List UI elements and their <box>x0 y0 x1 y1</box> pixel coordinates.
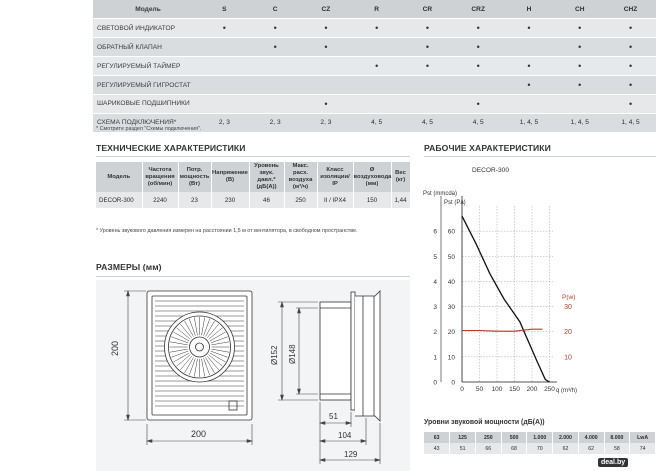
axis-label-mmcda: Pst (mmcda) <box>423 191 458 197</box>
y-tick-pa: 50 <box>447 253 455 261</box>
sound-header-cell: LwA <box>630 432 656 443</box>
feature-cell: 1, 4, 5 <box>554 113 605 132</box>
tech-cell-duct: 150 <box>353 192 391 208</box>
feature-cell: • <box>504 76 555 95</box>
y-tick-pa: 60 <box>447 228 455 236</box>
feature-cell: • <box>554 57 605 76</box>
tech-head-model: Модель <box>96 162 142 192</box>
performance-chart <box>423 191 577 394</box>
feature-cell: • <box>301 19 352 38</box>
diam-outer-label: Ø152 <box>270 345 279 365</box>
sound-value-cell: 66 <box>475 443 501 454</box>
sound-header-cell: 63 <box>424 432 450 443</box>
model-col-crz: CRZ <box>453 0 504 19</box>
y-tick-pa: 20 <box>447 329 455 337</box>
sound-power-values-row <box>424 443 656 454</box>
y-tick-pa: 30 <box>447 304 455 312</box>
model-col-cr: CR <box>402 0 453 19</box>
feature-name: СХЕМА ПОДКЛЮЧЕНИЯ* <box>93 113 199 132</box>
y-tick-mmcda: 3 <box>433 304 437 312</box>
y2-tick-power: 30 <box>564 304 572 312</box>
y2-tick-power: 10 <box>564 354 572 362</box>
feature-name: СВЕТОВОЙ ИНДИКАТОР <box>93 19 199 38</box>
site-watermark: deal.by <box>598 458 628 467</box>
y-tick-mmcda: 5 <box>433 253 437 261</box>
technical-footnote: * Уровень звукового давления измерен на расстоянии 1,5 м от вентилятора, в свободном пространстве. <box>96 228 358 234</box>
front-height-label: 200 <box>110 340 120 356</box>
y-tick-mmcda: 2 <box>433 329 437 337</box>
feature-cell: • <box>402 19 453 38</box>
feature-cell: • <box>554 76 605 95</box>
model-col-chz: CHZ <box>605 0 656 19</box>
model-col-c: C <box>250 0 301 19</box>
feature-cell: 4, 5 <box>453 113 504 132</box>
feature-cell: • <box>605 57 656 76</box>
feature-cell: • <box>554 38 605 57</box>
model-col-h: H <box>504 0 555 19</box>
performance-title: РАБОЧИЕ ХАРАКТЕРИСТИКИ <box>424 143 551 153</box>
tech-cell-power: 23 <box>178 192 211 208</box>
sound-value-cell: 58 <box>604 443 630 454</box>
sound-header-cell: 2.000 <box>553 432 579 443</box>
depth-129-label: 129 <box>344 450 358 459</box>
y-tick-pa: 0 <box>451 379 455 387</box>
axis-label-power: P(w) <box>562 294 576 301</box>
tech-head-noise: Уровень звук. давл.* (дБ(А)) <box>249 162 284 192</box>
sound-value-cell: 51 <box>450 443 476 454</box>
y2-tick-power: 20 <box>564 329 572 337</box>
feature-cell: • <box>301 38 352 57</box>
tech-head-airflow: Макс. расх. воздуха (м³/ч) <box>284 162 317 192</box>
tech-head-speed: Частота вращения (об/мин) <box>142 162 178 192</box>
x-tick: 50 <box>475 386 484 393</box>
feature-cell: • <box>605 38 656 57</box>
feature-cell: 2, 3 <box>199 113 250 132</box>
chart-model-title: DECOR-300 <box>472 167 510 174</box>
feature-cell: • <box>402 38 453 57</box>
y-tick-mmcda: 4 <box>433 278 437 286</box>
feature-cell: • <box>605 94 656 113</box>
feature-cell: • <box>199 19 250 38</box>
y-tick-pa: 10 <box>447 354 455 362</box>
tech-cell-weight: 1,44 <box>391 192 410 208</box>
feature-cell: • <box>351 19 402 38</box>
tech-head-voltage: Напряжение (В) <box>211 162 249 192</box>
feature-cell: • <box>402 57 453 76</box>
feature-name: ШАРИКОВЫЕ ПОДШИПНИКИ <box>93 94 199 113</box>
tech-head-duct: Ø воздуховода (мм) <box>353 162 391 192</box>
feature-cell: • <box>605 19 656 38</box>
y-tick-mmcda: 6 <box>433 228 437 236</box>
sound-power-table <box>424 432 656 454</box>
x-tick: 150 <box>509 386 520 393</box>
feature-cell: • <box>250 38 301 57</box>
feature-cell: • <box>554 19 605 38</box>
model-col-ch: CH <box>554 0 605 19</box>
axis-label-q: q (m³/h) <box>556 388 577 394</box>
sound-value-cell: 74 <box>630 443 656 454</box>
sound-header-cell: 125 <box>450 432 476 443</box>
sound-value-cell: 62 <box>553 443 579 454</box>
features-footnote: * Смотрите раздел "Схемы подключения". <box>96 126 202 132</box>
model-col-s: S <box>199 0 250 19</box>
tech-cell-airflow: 250 <box>284 192 317 208</box>
feature-cell: • <box>453 57 504 76</box>
sound-value-cell: 70 <box>527 443 553 454</box>
tech-cell-voltage: 230 <box>211 192 249 208</box>
feature-cell: 1, 4, 5 <box>504 113 555 132</box>
feature-cell: 2, 3 <box>250 113 301 132</box>
sound-value-cell: 68 <box>501 443 527 454</box>
feature-cell: • <box>301 94 352 113</box>
sound-power-header-row <box>424 432 656 443</box>
feature-cell: • <box>250 19 301 38</box>
y-tick-pa: 40 <box>447 278 455 286</box>
sound-header-cell: 500 <box>501 432 527 443</box>
feature-cell: • <box>504 19 555 38</box>
sound-header-cell: 250 <box>475 432 501 443</box>
plot-area <box>462 206 553 382</box>
y-tick-mmcda: 0 <box>433 379 437 387</box>
feature-name: РЕГУЛИРУЕМЫЙ ТАЙМЕР <box>93 57 199 76</box>
sound-header-cell: 1.000 <box>527 432 553 443</box>
axis-label-pa: Pst (Pa) <box>444 200 466 206</box>
model-col-r: R <box>351 0 402 19</box>
feature-cell: • <box>504 57 555 76</box>
front-view-drawing <box>147 291 252 420</box>
feature-cell: 1, 4, 5 <box>605 113 656 132</box>
feature-cell: 2, 3 <box>301 113 352 132</box>
model-col-cz: CZ <box>301 0 352 19</box>
feature-cell: 4, 5 <box>351 113 402 132</box>
sound-header-cell: 4.000 <box>578 432 604 443</box>
tech-cell-speed: 2240 <box>142 192 178 208</box>
tech-cell-model: DECOR-300 <box>96 192 142 208</box>
x-tick: 100 <box>491 386 503 393</box>
feature-cell: • <box>351 57 402 76</box>
dimensions-title: РАЗМЕРЫ (мм) <box>96 262 162 272</box>
tech-cell-noise: 46 <box>249 192 284 208</box>
feature-cell: 4, 5 <box>402 113 453 132</box>
front-width-label: 200 <box>191 429 207 439</box>
tech-head-power: Потр. мощность (Вт) <box>178 162 211 192</box>
sound-power-title: Уровни звуковой мощности (дБ(А)) <box>424 419 545 426</box>
feature-cell: • <box>453 38 504 57</box>
depth-51-label: 51 <box>329 412 338 421</box>
tech-cell-insulation: II / IPX4 <box>317 192 353 208</box>
tech-head-weight: Вес (кг) <box>391 162 410 192</box>
x-tick: 250 <box>544 386 555 393</box>
x-tick: 0 <box>460 386 464 393</box>
feature-cell: • <box>453 94 504 113</box>
sound-value-cell: 43 <box>424 443 450 454</box>
sound-value-cell: 62 <box>578 443 604 454</box>
tech-head-insulation: Класс изоляции/ IP <box>317 162 353 192</box>
x-tick: 200 <box>526 386 538 393</box>
feature-cell: • <box>605 76 656 95</box>
features-header-model: Модель <box>93 0 199 19</box>
depth-104-label: 104 <box>338 431 352 440</box>
sound-header-cell: 8.000 <box>604 432 630 443</box>
feature-cell: • <box>453 19 504 38</box>
feature-name: ОБРАТНЫЙ КЛАПАН <box>93 38 199 57</box>
technical-title: ТЕХНИЧЕСКИЕ ХАРАКТЕРИСТИКИ <box>96 143 246 153</box>
feature-name: РЕГУЛИРУЕМЫЙ ГИГРОСТАТ <box>93 76 199 95</box>
performance-divider <box>424 156 656 157</box>
diam-inner-label: Ø148 <box>288 344 297 364</box>
y-tick-mmcda: 1 <box>433 354 437 362</box>
